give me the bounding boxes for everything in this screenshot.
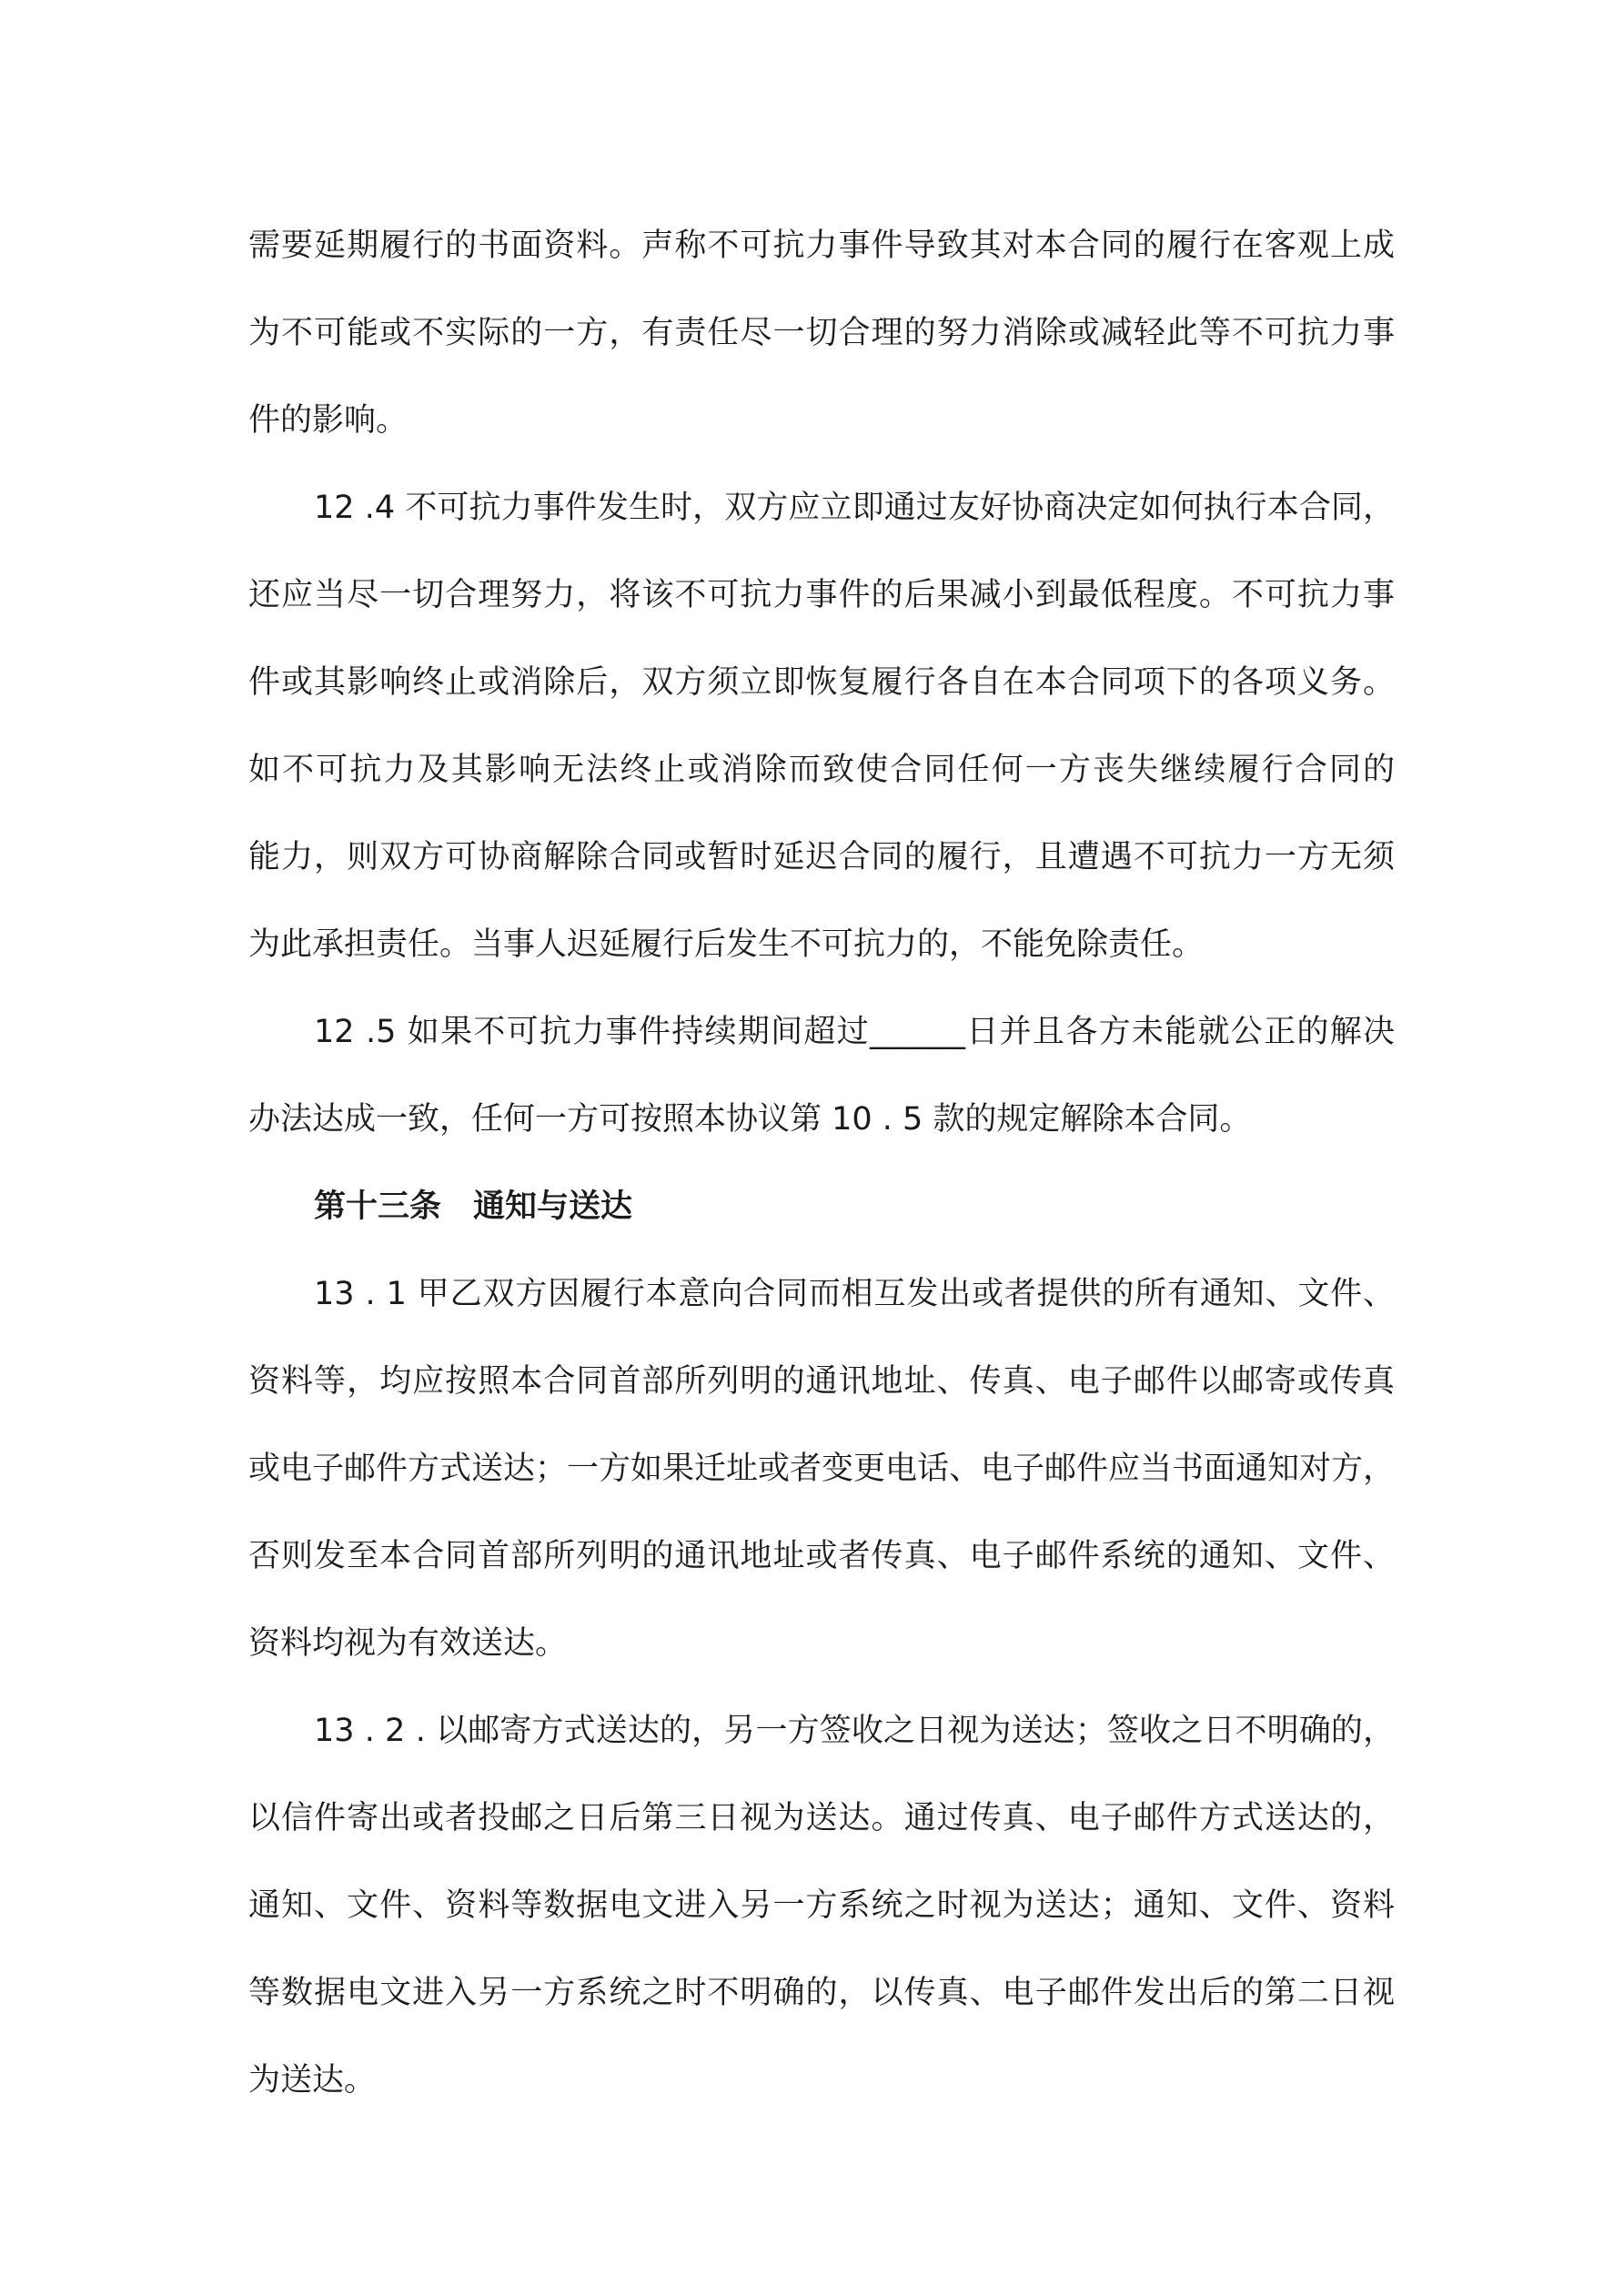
text-line: 还应当尽一切合理努力，将该不可抗力事件的后果减小到最低程度。不可抗力事 [248,577,1395,613]
text-line: 资料均视为有效送达。 [248,1625,568,1662]
text-line: 能力，则双方可协商解除合同或暂时延迟合同的履行，且遭遇不可抗力一方无须 [248,839,1395,875]
text-line: 如不可抗力及其影响无法终止或消除而致使合同任何一方丧失继续履行合同的 [248,752,1395,788]
clause-12-5: 12 .5 如果不可抗力事件持续期间超过______日并且各方未能就公正的解决 [314,1014,1395,1050]
text-line: 等数据电文进入另一方系统之时不明确的，以传真、电子邮件发出后的第二日视 [248,1975,1395,2011]
text-line: 以信件寄出或者投邮之日后第三日视为送达。通过传真、电子邮件方式送达的， [248,1800,1395,1836]
text-line: 或电子邮件方式送达；一方如果迁址或者变更电话、电子邮件应当书面通知对方， [248,1451,1395,1487]
text-line: 为送达。 [248,2062,377,2099]
clause-12-4: 12 .4 不可抗力事件发生时，双方应立即通过友好协商决定如何执行本合同， [314,490,1395,526]
section-heading: 第十三条 通知与送达 [314,1188,633,1225]
text-line: 件或其影响终止或消除后，双方须立即恢复履行各自在本合同项下的各项义务。 [248,664,1395,701]
text-line: 否则发至本合同首部所列明的通讯地址或者传真、电子邮件系统的通知、文件、 [248,1538,1395,1574]
text-line: 办法达成一致，任何一方可按照本协议第 10 . 5 款的规定解除本合同。 [248,1101,1252,1138]
text-line: 件的影响。 [248,402,409,439]
clause-13-2: 13 . 2 . 以邮寄方式送达的，另一方签收之日视为送达；签收之日不明确的， [314,1713,1395,1749]
text-line: 资料等，均应按照本合同首部所列明的通讯地址、传真、电子邮件以邮寄或传真 [248,1363,1395,1400]
clause-13-1: 13 . 1 甲乙双方因履行本意向合同而相互发出或者提供的所有通知、文件、 [314,1276,1395,1312]
text-line: 通知、文件、资料等数据电文进入另一方系统之时视为送达；通知、文件、资料 [248,1887,1395,1924]
document-page [248,202,1395,2124]
text-line: 为此承担责任。当事人迟延履行后发生不可抗力的，不能免除责任。 [248,926,1205,963]
text-line: 为不可能或不实际的一方，有责任尽一切合理的努力消除或减轻此等不可抗力事 [248,315,1395,351]
text-line: 需要延期履行的书面资料。声称不可抗力事件导致其对本合同的履行在客观上成 [248,228,1395,264]
